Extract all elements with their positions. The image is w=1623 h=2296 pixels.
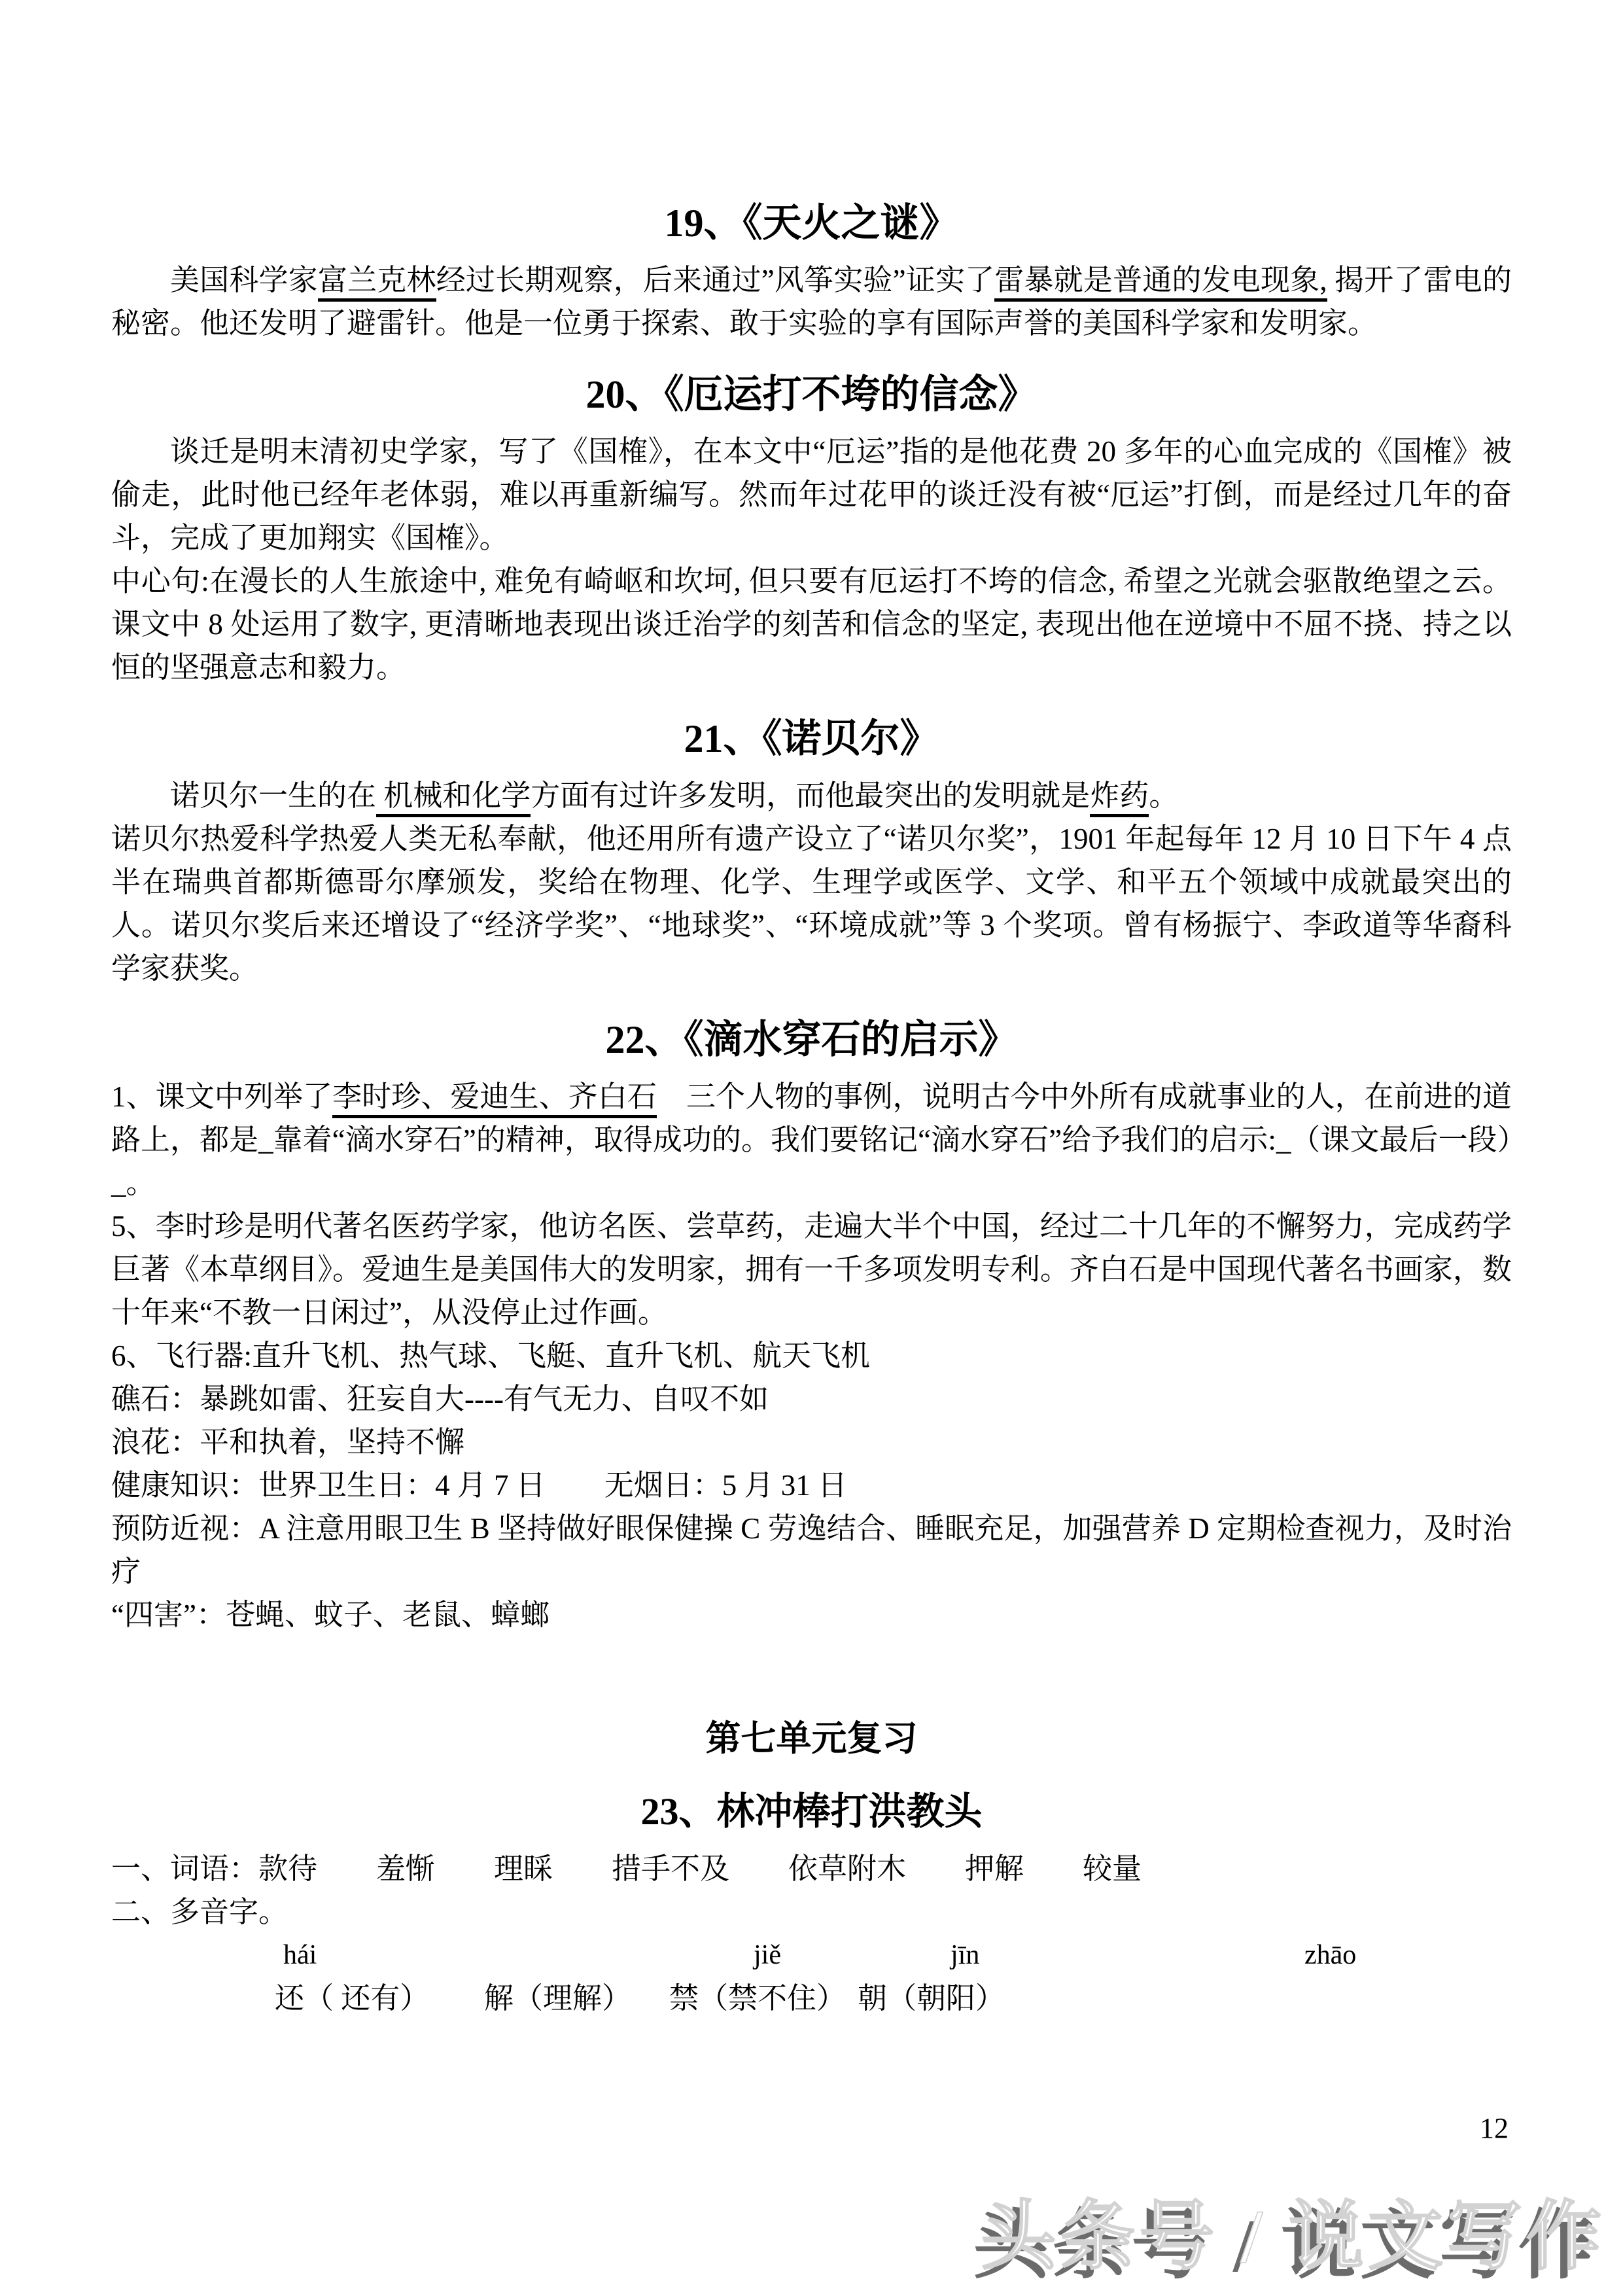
section-23-words-line: 一、词语：款待 羞惭 理睬 措手不及 依草附木 押解 较量	[111, 1852, 1142, 1885]
section-22-paragraph-3: 6、飞行器:直升飞机、热气球、飞艇、直升飞机、航天飞机	[111, 1339, 871, 1372]
section-21-paragraph-1: 诺贝尔一生的在 机械和化学方面有过许多发明，而他最突出的发明就是炸药。	[111, 774, 1512, 817]
page-number: 12	[1480, 2112, 1509, 2144]
section-22-paragraph-8: “四害”：苍蝇、蚊子、老鼠、蟑螂	[111, 1598, 550, 1631]
pinyin-row	[111, 1934, 1512, 1977]
section-22-paragraph-5: 浪花：平和执着，坚持不懈	[111, 1426, 465, 1458]
pinyin-hai: hái	[283, 1940, 317, 1970]
section-22	[111, 1016, 1512, 1636]
pinyin-zhao: zhāo	[1304, 1940, 1357, 1970]
section-20-title: 20、《厄运打不垮的信念》	[585, 373, 1038, 416]
section-22-paragraph-7: 预防近视：A 注意用眼卫生 B 坚持做好眼保健操 C 劳逸结合、睡眠充足，加强营养 D 定期检查视力，及时治疗	[111, 1512, 1512, 1588]
section-22-paragraph-2: 5、李时珍是明代著名医药学家，他访名医、尝草药，走遍大半个中国，经过二十几年的不懈努力，完成药学巨著《本草纲目》。爱迪生是美国伟大的发明家，拥有一千多项发明专利。齐白石是中国现代著名书画家，数十年来“不教一日闲过”，从没停止过作画。	[111, 1210, 1512, 1329]
section-19-paragraph-1: 美国科学家富兰克林经过长期观察，后来通过”风筝实验”证实了雷暴就是普通的发电现象, 揭开了雷电的秘密。他还发明了避雷针。他是一位勇于探索、敢于实验的享有国际声誉的美国科学家和发明家。	[111, 264, 1512, 340]
section-19-title: 19、《天火之谜》	[664, 202, 959, 245]
duoyinzi-huan: 还（ 还有）	[275, 1982, 430, 2015]
section-19	[111, 200, 1512, 345]
section-22-paragraph-1: 1、课文中列举了李时珍、爱迪生、齐白石 三个人物的事例，说明古今中外所有成就事业的人，在前进的道路上，都是_靠着“滴水穿石”的精神，取得成功的。我们要铭记“滴水穿石”给予我们的启示:_（课文最后一段）_。	[111, 1080, 1512, 1199]
duoyinzi-row	[111, 1977, 1512, 2020]
pinyin-jin: jīn	[951, 1940, 980, 1970]
section-20	[111, 371, 1512, 689]
section-20-paragraph-1: 谈迁是明末清初史学家，写了《国榷》，在本文中“厄运”指的是他花费 20 多年的心血完成的《国榷》被偷走，此时他已经年老体弱，难以再重新编写。然而年过花甲的谈迁没有被“厄运”打倒，而是经过几年的奋斗，完成了更加翔实《国榷》。	[111, 435, 1512, 554]
section-22-title: 22、《滴水穿石的启示》	[605, 1018, 1018, 1061]
pinyin-jie: jiě	[754, 1940, 781, 1970]
unit-7-heading: 第七单元复习	[705, 1719, 918, 1758]
section-22-paragraph-4: 礁石：暴跳如雷、狂妄自大----有气无力、自叹不如	[111, 1383, 769, 1415]
section-23	[111, 1788, 1512, 2020]
watermark: 头条号 / 说文写作	[981, 2195, 1605, 2278]
section-21	[111, 715, 1512, 990]
duoyinzi-jie: 解（理解）	[484, 1982, 632, 2015]
section-23-title: 23、林冲棒打洪教头	[640, 1790, 983, 1833]
duoyinzi-zhao: 朝（朝阳）	[858, 1982, 1005, 2015]
section-20-paragraph-2: 中心句:在漫长的人生旅途中, 难免有崎岖和坎坷, 但只要有厄运打不垮的信念, 希望之光就会驱散绝望之云。课文中 8 处运用了数字, 更清晰地表现出谈迁治学的刻苦和信念的坚定, 表现出他在逆境中不屈不挠、持之以恒的坚强意志和毅力。	[111, 565, 1512, 684]
document-content	[111, 0, 1512, 2020]
section-22-paragraph-6: 健康知识：世界卫生日：4 月 7 日 无烟日：5 月 31 日	[111, 1469, 848, 1502]
section-21-title: 21、《诺贝尔》	[684, 717, 939, 760]
duoyinzi-jin: 禁（禁不住）	[669, 1982, 846, 2015]
section-23-duoyinzi-label: 二、多音字。	[111, 1896, 288, 1928]
section-21-paragraph-2: 诺贝尔热爱科学热爱人类无私奉献，他还用所有遗产设立了“诺贝尔奖”，1901 年起每年 12 月 10 日下午 4 点半在瑞典首都斯德哥尔摩颁发，奖给在物理、化学、生理学或医学、文学、和平五个领域中成就最突出的人。诺贝尔奖后来还增设了“经济学奖”、“地球奖”、“环境成就”等 3 个奖项。曾有杨振宁、李政道等华裔科学家获奖。	[111, 822, 1512, 985]
